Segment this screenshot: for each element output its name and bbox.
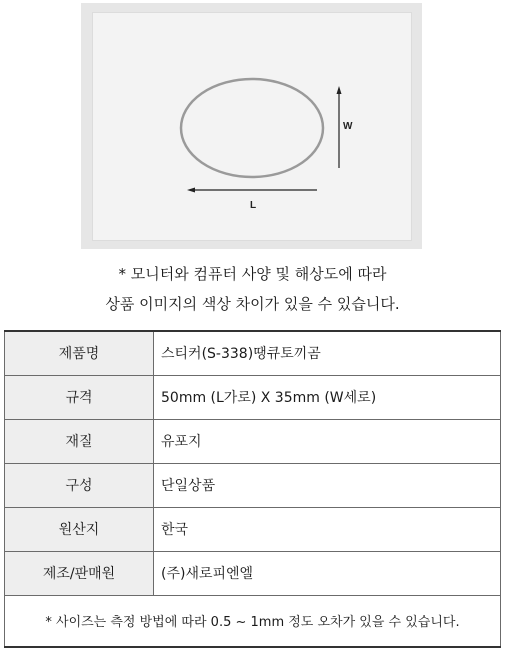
size-tolerance-note: * 사이즈는 측정 방법에 따라 0.5 ~ 1mm 정도 오차가 있을 수 있습니다. [5, 595, 501, 647]
spec-value: (주)새로피엔엘 [154, 551, 501, 595]
diagram-canvas [92, 12, 412, 241]
spec-value: 유포지 [154, 419, 501, 463]
spec-table [4, 330, 501, 648]
size-diagram [81, 3, 422, 249]
table-row [5, 463, 501, 507]
spec-label: 재질 [5, 419, 154, 463]
spec-label: 규격 [5, 375, 154, 419]
sticker-outline [181, 79, 323, 177]
spec-value: 스티커(S-338)땡큐토끼곰 [154, 331, 501, 375]
spec-label: 구성 [5, 463, 154, 507]
table-row [5, 419, 501, 463]
table-row [5, 551, 501, 595]
table-row [5, 331, 501, 375]
spec-value: 한국 [154, 507, 501, 551]
table-row [5, 595, 501, 647]
color-notice-line1: * 모니터와 컴퓨터 사양 및 해상도에 따라 [118, 265, 387, 283]
spec-label: 제조/판매원 [5, 551, 154, 595]
length-label: L [250, 200, 257, 211]
width-arrow-head [337, 86, 342, 94]
table-row [5, 375, 501, 419]
color-notice-line2: 상품 이미지의 색상 차이가 있을 수 있습니다. [105, 295, 400, 313]
length-arrow-head [187, 188, 195, 193]
table-row [5, 507, 501, 551]
spec-value: 50mm (L가로) X 35mm (W세로) [154, 375, 501, 419]
width-label: W [343, 121, 353, 132]
spec-label: 원산지 [5, 507, 154, 551]
spec-label: 제품명 [5, 331, 154, 375]
spec-value: 단일상품 [154, 463, 501, 507]
